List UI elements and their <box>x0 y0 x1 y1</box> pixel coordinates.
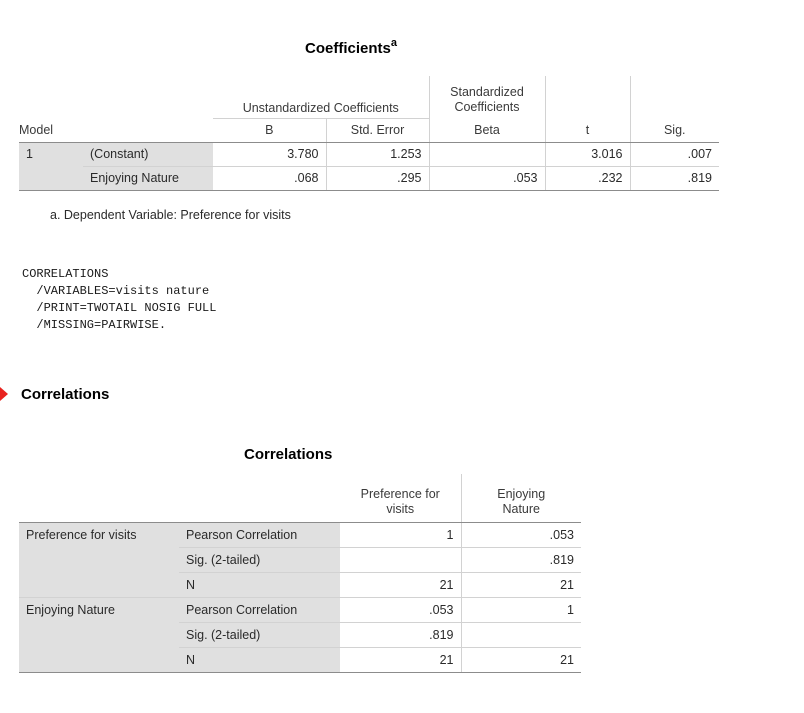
group-label: Enjoying Nature <box>19 597 179 672</box>
corr-value: .053 <box>461 522 581 547</box>
syntax-block <box>22 266 216 334</box>
corr-value: .819 <box>461 547 581 572</box>
model-header: Model <box>19 118 213 142</box>
stat-label: Pearson Correlation <box>179 597 340 622</box>
std-error-value: .295 <box>326 166 429 190</box>
coefficients-title-text: Coefficients <box>305 40 391 57</box>
correlations-title: Correlations <box>244 446 333 463</box>
row-label: Enjoying Nature <box>83 166 213 190</box>
corr-value: 1 <box>340 522 461 547</box>
corr-value: 21 <box>340 647 461 672</box>
col2-line1: Enjoying <box>497 486 546 501</box>
t-value: .232 <box>545 166 630 190</box>
table-row <box>19 597 581 622</box>
correlations-header-row <box>19 474 581 522</box>
syntax-line: /MISSING=PAIRWISE. <box>22 318 167 332</box>
corr-value: 21 <box>461 572 581 597</box>
col1-line1: Preference for <box>360 486 440 501</box>
table-row <box>19 142 719 166</box>
coefficients-header-row-1 <box>19 76 719 118</box>
col-header-preference <box>340 474 461 522</box>
red-arrow-icon <box>0 387 8 401</box>
stat-label: Sig. (2-tailed) <box>179 622 340 647</box>
correlations-table <box>19 474 581 673</box>
col2-line2: Nature <box>502 501 541 516</box>
std-header-line2: Coefficients <box>454 100 520 114</box>
section-heading[interactable]: Correlations <box>21 386 110 403</box>
beta-value: .053 <box>429 166 545 190</box>
col-header-nature <box>461 474 581 522</box>
corr-value <box>461 622 581 647</box>
stat-label: Pearson Correlation <box>179 522 340 547</box>
t-value: 3.016 <box>545 142 630 166</box>
coefficients-footnote: a. Dependent Variable: Preference for visits <box>50 208 291 222</box>
std-error-header: Std. Error <box>326 118 429 142</box>
std-error-value: 1.253 <box>326 142 429 166</box>
sig-value: .007 <box>630 142 719 166</box>
table-row <box>19 522 581 547</box>
t-header: t <box>545 118 630 142</box>
coefficients-header-row-2 <box>19 118 719 142</box>
group-label: Preference for visits <box>19 522 179 597</box>
syntax-line: CORRELATIONS <box>22 267 109 281</box>
stat-label: N <box>179 572 340 597</box>
coefficients-title-footnote-marker: a <box>390 37 397 49</box>
std-header-line1: Standardized <box>450 85 524 99</box>
corr-value: 21 <box>340 572 461 597</box>
row-label: (Constant) <box>83 142 213 166</box>
b-value: 3.780 <box>213 142 326 166</box>
sig-value: .819 <box>630 166 719 190</box>
beta-header: Beta <box>429 118 545 142</box>
stat-label: Sig. (2-tailed) <box>179 547 340 572</box>
beta-value <box>429 142 545 166</box>
corr-value <box>340 547 461 572</box>
coefficients-std-header <box>429 76 545 118</box>
stat-label: N <box>179 647 340 672</box>
corr-value: 1 <box>461 597 581 622</box>
b-value: .068 <box>213 166 326 190</box>
corr-value: .819 <box>340 622 461 647</box>
b-header: B <box>213 118 326 142</box>
table-row <box>19 166 719 190</box>
syntax-line: /VARIABLES=visits nature <box>22 284 210 298</box>
corr-value: 21 <box>461 647 581 672</box>
corr-value: .053 <box>340 597 461 622</box>
sig-header: Sig. <box>630 118 719 142</box>
coefficients-table <box>19 76 719 191</box>
coefficients-title <box>305 38 397 57</box>
model-number <box>19 166 83 190</box>
model-number: 1 <box>19 142 83 166</box>
col1-line2: visits <box>386 501 415 516</box>
coefficients-unstd-header: Unstandardized Coefficients <box>242 100 399 115</box>
syntax-line: /PRINT=TWOTAIL NOSIG FULL <box>22 301 217 315</box>
